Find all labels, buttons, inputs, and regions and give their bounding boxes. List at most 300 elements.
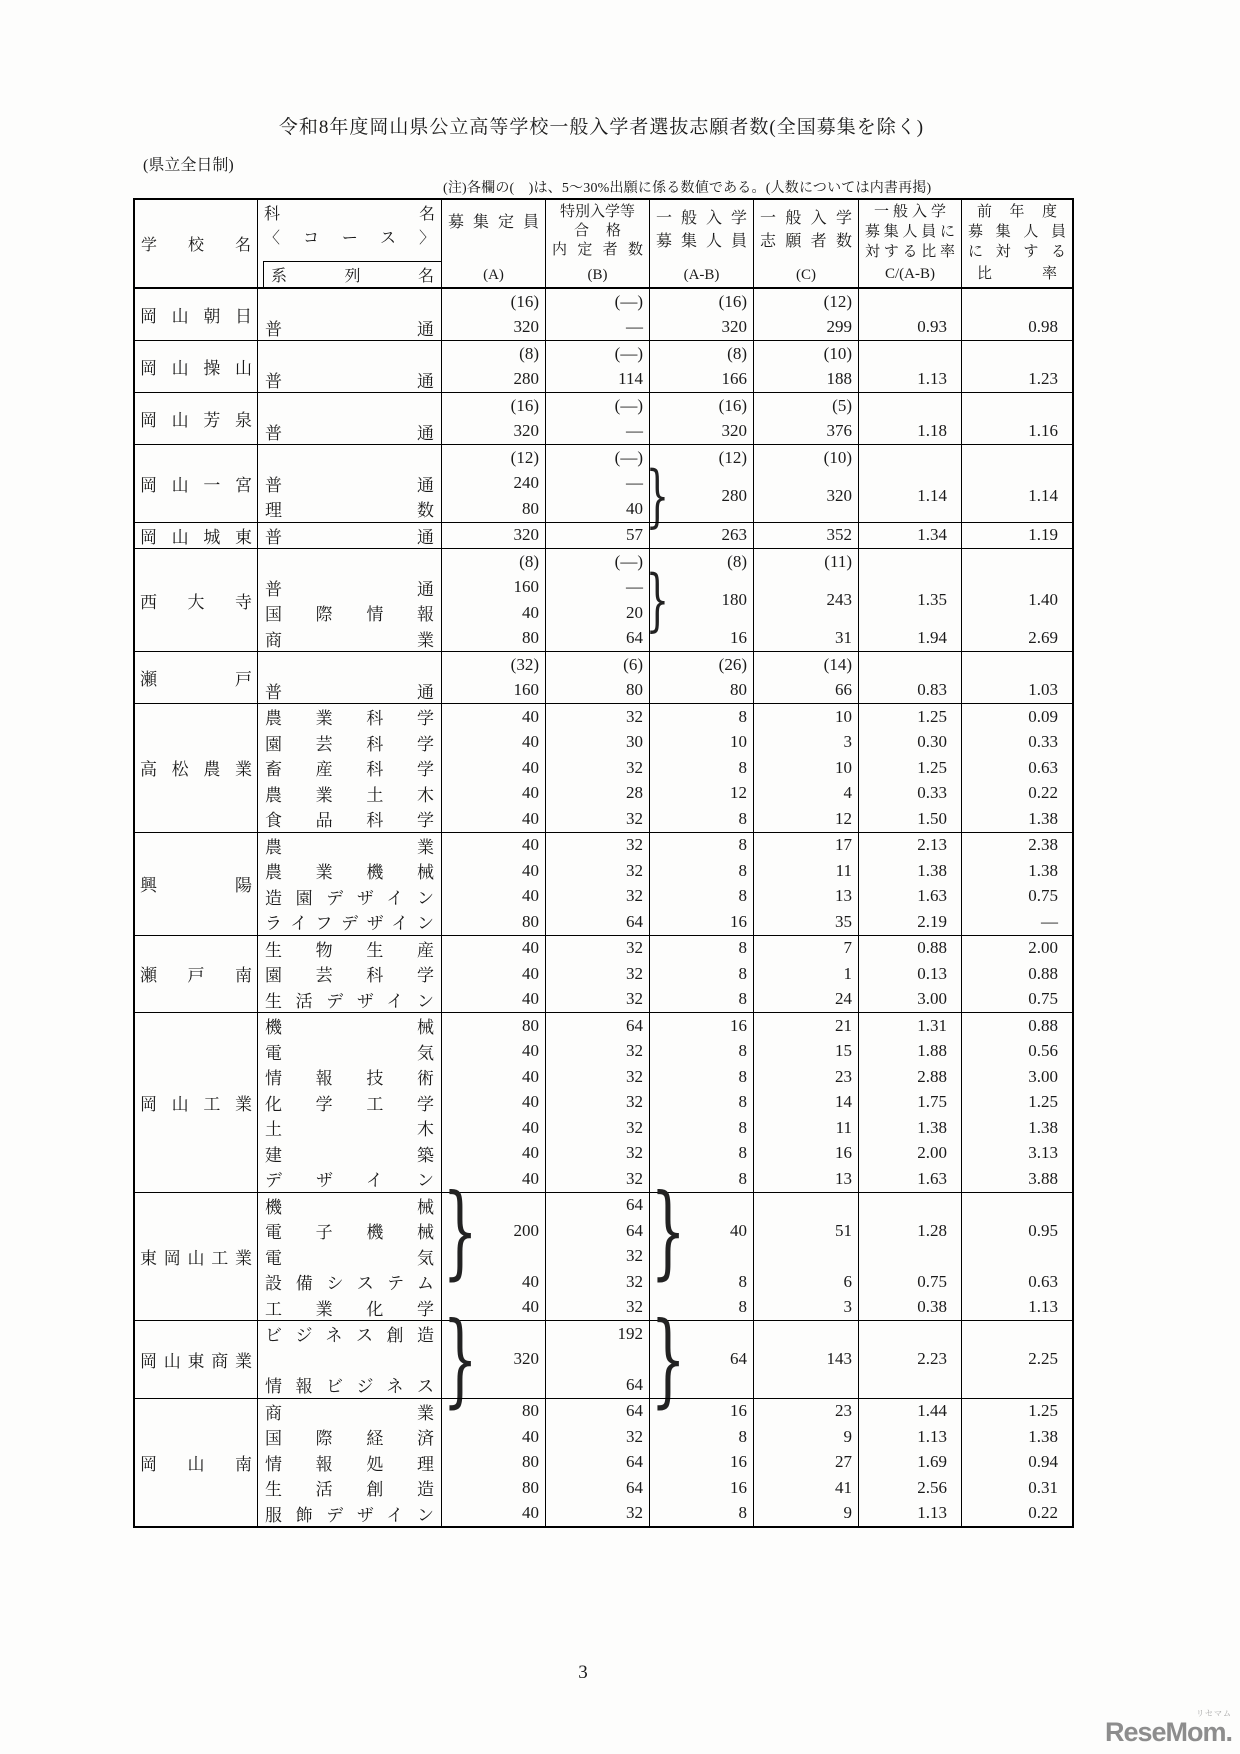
cell-text: 1.38	[1028, 1117, 1058, 1137]
c-cell	[754, 575, 858, 626]
b-cell	[546, 1399, 649, 1425]
cell-text: 普通	[265, 579, 434, 599]
col-c	[754, 1321, 859, 1398]
cell-text: 40	[522, 1041, 539, 1061]
cell-text: 40	[522, 706, 539, 726]
c-cell	[754, 1450, 858, 1476]
b-cell	[546, 600, 649, 626]
col-b	[546, 1193, 650, 1321]
cell-text: 園芸科学	[265, 734, 434, 754]
b-cell	[546, 652, 649, 678]
cell-text: 2.25	[1028, 1349, 1058, 1369]
cell-text: 1.38	[1028, 1426, 1058, 1446]
header-prev-line2: 募集人員	[968, 224, 1066, 240]
cell-text: 1.16	[1028, 421, 1058, 441]
col-ratio	[859, 549, 962, 651]
table-note: (注)各欄の( )は、5〜30%出願に係る数値である。(人数については内書再掲)	[443, 181, 932, 196]
school-block	[135, 703, 1072, 832]
col-c	[754, 549, 859, 651]
b-cell	[546, 1218, 649, 1244]
cell-text: 80	[522, 628, 539, 648]
col-c	[754, 833, 859, 935]
c-cell	[754, 858, 858, 884]
c-cell	[754, 1115, 858, 1141]
cell-text: 40	[522, 1066, 539, 1086]
col-a	[442, 549, 546, 651]
header-special-line3: 内定者数	[552, 242, 643, 258]
cell-text: 8	[738, 1168, 747, 1188]
cell-text: —	[626, 473, 643, 493]
cell-text: 工業化学	[265, 1299, 434, 1319]
cell-text: 41	[835, 1477, 852, 1497]
a-cell: 200 }	[442, 1171, 539, 1290]
cell-text: (12)	[718, 447, 747, 467]
header-recruit-line1: 一般入学	[656, 210, 747, 227]
c-cell	[754, 1141, 858, 1167]
b-cell	[546, 755, 649, 781]
b-cell	[546, 523, 649, 549]
ab-cell	[650, 1039, 753, 1065]
cell-text: (26)	[718, 654, 747, 674]
cell-text: (—)	[614, 343, 643, 363]
prev-cell	[962, 575, 1072, 626]
cell-text: 0.13	[917, 963, 947, 983]
col-ratio	[859, 445, 962, 522]
cell-text: 21	[835, 1015, 852, 1035]
b-cell	[546, 1141, 649, 1167]
prev-cell	[962, 987, 1072, 1013]
cell-text: (12)	[510, 447, 539, 467]
ratio-cell	[859, 419, 961, 445]
a-cell	[442, 781, 545, 807]
cell-text: 66	[835, 680, 852, 700]
ratio-cell	[859, 755, 961, 781]
cell-text: 188	[826, 369, 852, 389]
table-header	[135, 200, 1072, 289]
ab-cell	[650, 884, 753, 910]
prev-cell	[962, 1295, 1072, 1321]
prev-cell	[962, 367, 1072, 393]
a-cell	[442, 1039, 545, 1065]
cell-text: 1.44	[917, 1401, 947, 1421]
cell-text: 8	[738, 1066, 747, 1086]
col-c	[754, 1399, 859, 1527]
b-cell	[546, 678, 649, 704]
b-cell	[546, 626, 649, 652]
ratio-cell	[859, 1399, 961, 1425]
header-capacity-label: 募集定員	[448, 214, 539, 231]
ratio-cell	[859, 858, 961, 884]
cell-text: 8	[738, 1092, 747, 1112]
col-prev	[962, 936, 1072, 1013]
cell-text: 16	[730, 1015, 747, 1035]
cell-text: 8	[738, 1503, 747, 1523]
b-cell	[546, 419, 649, 445]
cell-text: 機械	[265, 1197, 434, 1217]
a-cell	[442, 1064, 545, 1090]
a-cell	[442, 393, 545, 419]
cell-text: 0.95	[1028, 1220, 1058, 1240]
dept-cell	[258, 1166, 441, 1192]
ab-cell	[650, 1141, 753, 1167]
b-cell	[546, 549, 649, 575]
cell-text: 6	[843, 1271, 852, 1291]
school-name	[140, 341, 252, 392]
cell-text: (—)	[614, 395, 643, 415]
b-cell	[546, 1166, 649, 1192]
header-recruit-line2: 募集人員	[656, 233, 747, 250]
cell-text: 3.13	[1028, 1143, 1058, 1163]
c-cell	[754, 1064, 858, 1090]
cell-text: 31	[835, 628, 852, 648]
ratio-cell	[859, 1013, 961, 1039]
col-ratio	[859, 1321, 962, 1398]
prev-cell	[962, 315, 1072, 341]
header-special-sub: (B)	[587, 267, 608, 283]
cell-text: 16	[730, 1477, 747, 1497]
cell-text: 0.75	[917, 1271, 947, 1291]
prev-cell	[962, 1064, 1072, 1090]
ab-cell	[650, 730, 753, 756]
col-prev	[962, 652, 1072, 703]
col-ratio	[859, 936, 962, 1013]
dept-cell	[258, 909, 441, 935]
cell-text: 2.00	[1028, 938, 1058, 958]
cell-text: (32)	[510, 654, 539, 674]
ab-cell	[650, 1424, 753, 1450]
b-cell	[546, 445, 649, 471]
cell-text: 造園デザイン	[265, 888, 434, 908]
cell-text: 12	[730, 783, 747, 803]
ratio-cell	[859, 471, 961, 522]
prev-cell	[962, 961, 1072, 987]
cell-text: 320	[513, 317, 539, 337]
cell-text: (11)	[824, 551, 852, 571]
col-prev	[962, 1321, 1072, 1398]
col-ratio	[859, 1013, 962, 1192]
cell-text: 16	[730, 1401, 747, 1421]
c-cell	[754, 523, 858, 549]
cell-text: 2.69	[1028, 628, 1058, 648]
dept-cell	[258, 884, 441, 910]
cell-text: 64	[626, 1452, 643, 1472]
col-c	[754, 1193, 859, 1321]
school-block	[135, 832, 1072, 935]
school-name	[140, 1193, 252, 1321]
ab-cell	[650, 652, 753, 678]
dept-cell	[258, 678, 441, 704]
col-prev	[962, 549, 1072, 651]
cell-text: 64	[626, 1220, 643, 1240]
a-cell	[442, 1399, 545, 1425]
cell-text: 0.33	[1028, 732, 1058, 752]
cell-text: 243	[826, 590, 852, 609]
ab-cell	[650, 341, 753, 367]
cell-text: 40	[522, 860, 539, 880]
cell-text: 40	[522, 1168, 539, 1188]
cell-text: 240	[513, 473, 539, 493]
cell-text: 普通	[265, 475, 434, 495]
cell-text: 13	[835, 886, 852, 906]
col-c	[754, 936, 859, 1013]
cell-text: 32	[626, 1066, 643, 1086]
a-cell	[442, 523, 545, 549]
header-series-box	[263, 261, 441, 287]
col-ratio	[859, 393, 962, 444]
cell-text: 80	[730, 680, 747, 700]
cell-text: 1.19	[1028, 525, 1058, 545]
cell-text: 普通	[265, 527, 434, 547]
header-ratio-line3: 対する比率	[865, 244, 955, 260]
prev-cell	[962, 858, 1072, 884]
header-special-line2: 合格	[574, 223, 621, 239]
cell-text: 0.09	[1028, 706, 1058, 726]
cell-text: (—)	[614, 551, 643, 571]
a-cell	[442, 652, 545, 678]
c-cell	[754, 1090, 858, 1116]
prev-cell	[962, 1424, 1072, 1450]
col-b	[546, 523, 650, 549]
ab-cell	[650, 1399, 753, 1425]
cell-text: 8	[738, 886, 747, 906]
cell-text: (—)	[614, 447, 643, 467]
dept-cell	[258, 1141, 441, 1167]
prev-cell	[962, 1475, 1072, 1501]
cell-text: 80	[522, 911, 539, 931]
col-dept	[258, 936, 442, 1013]
cell-text: 64	[626, 1477, 643, 1497]
school-block	[135, 651, 1072, 703]
ratio-cell	[859, 575, 961, 626]
ab-cell	[650, 755, 753, 781]
cell-text: 160	[513, 577, 539, 597]
b-cell	[546, 1424, 649, 1450]
col-a	[442, 393, 546, 444]
col-a	[442, 704, 546, 832]
a-cell	[442, 1141, 545, 1167]
school-block	[135, 1012, 1072, 1192]
cell-text: 生活デザイン	[265, 991, 434, 1011]
cell-text: 1.13	[1028, 1297, 1058, 1317]
col-c	[754, 1013, 859, 1192]
resemom-logo	[1105, 1710, 1232, 1746]
school-name-text: 岡山芳泉	[140, 411, 252, 430]
c-cell	[754, 884, 858, 910]
a-cell	[442, 1475, 545, 1501]
header-ratio	[859, 200, 962, 287]
c-cell	[754, 1424, 858, 1450]
b-cell	[546, 1501, 649, 1527]
col-ratio	[859, 341, 962, 392]
school-name-text: 西大寺	[140, 592, 252, 612]
b-cell	[546, 704, 649, 730]
col-b	[546, 289, 650, 340]
ratio-cell	[859, 1450, 961, 1476]
ratio-cell	[859, 1424, 961, 1450]
prev-cell	[962, 1193, 1072, 1270]
header-ratio-line4: C/(A-B)	[885, 266, 935, 282]
cell-text: —	[626, 317, 643, 337]
col-a	[442, 341, 546, 392]
cell-text: 23	[835, 1066, 852, 1086]
cell-text: 2.23	[917, 1349, 947, 1369]
cell-text: 64	[626, 911, 643, 931]
cell-text: 0.88	[917, 938, 947, 958]
b-cell	[546, 1013, 649, 1039]
cell-text: 16	[835, 1143, 852, 1163]
cell-text: (8)	[519, 343, 539, 363]
b-cell	[546, 1064, 649, 1090]
col-dept	[258, 341, 442, 392]
header-recruit-sub: (A-B)	[683, 267, 720, 283]
ratio-cell	[859, 1295, 961, 1321]
col-school	[135, 833, 258, 935]
cell-text: 64	[626, 1015, 643, 1035]
header-applicants	[754, 200, 859, 287]
a-cell	[442, 1090, 545, 1116]
b-cell	[546, 858, 649, 884]
cell-text: 32	[626, 963, 643, 983]
c-cell	[754, 806, 858, 832]
school-block	[135, 392, 1072, 444]
ab-cell	[650, 1475, 753, 1501]
cell-text: 0.30	[917, 732, 947, 752]
a-cell	[442, 806, 545, 832]
cell-text: (10)	[823, 447, 852, 467]
ratio-cell	[859, 806, 961, 832]
cell-text: 服飾デザイン	[265, 1505, 434, 1525]
cell-text: 1.94	[917, 628, 947, 648]
prev-cell	[962, 806, 1072, 832]
cell-text: 0.83	[917, 680, 947, 700]
page-number: 3	[578, 1662, 588, 1683]
col-school	[135, 1013, 258, 1192]
cell-text: 生物生産	[265, 940, 434, 960]
cell-text: 8	[738, 1271, 747, 1291]
school-name-text: 岡山南	[140, 1454, 252, 1474]
a-cell	[442, 858, 545, 884]
ab-cell	[650, 936, 753, 962]
a-cell	[442, 1115, 545, 1141]
a-cell	[442, 1013, 545, 1039]
a-cell	[442, 961, 545, 987]
cell-text: 0.75	[1028, 989, 1058, 1009]
prev-cell	[962, 523, 1072, 549]
col-b	[546, 1321, 650, 1398]
cell-text: 40	[626, 498, 643, 518]
cell-text: 40	[522, 938, 539, 958]
cell-text: 160	[513, 680, 539, 700]
cell-text: 1.13	[917, 1503, 947, 1523]
school-name-text: 瀬戸	[140, 670, 252, 689]
cell-text: 0.88	[1028, 1015, 1058, 1035]
col-prev	[962, 1399, 1072, 1527]
c-cell	[754, 445, 858, 471]
a-cell	[442, 549, 545, 575]
ab-cell	[650, 1115, 753, 1141]
cell-text: 1.88	[917, 1041, 947, 1061]
cell-text: 1.35	[917, 590, 947, 609]
cell-text: 8	[738, 1297, 747, 1317]
cell-text: 11	[835, 860, 852, 880]
cell-text: (—)	[614, 291, 643, 311]
dept-cell	[258, 419, 441, 445]
cell-text: 40	[522, 1092, 539, 1112]
cell-text: —	[626, 577, 643, 597]
dept-cell	[258, 1218, 441, 1244]
cell-text: 1.38	[917, 860, 947, 880]
cell-text: 40	[522, 783, 539, 803]
col-dept	[258, 833, 442, 935]
ratio-cell	[859, 936, 961, 962]
cell-text: 普通	[265, 423, 434, 443]
cell-text: 9	[843, 1503, 852, 1523]
header-prev-line3: に対する	[968, 244, 1066, 260]
cell-text: 0.56	[1028, 1041, 1058, 1061]
b-cell	[546, 936, 649, 962]
c-cell	[754, 1013, 858, 1039]
cell-text: 8	[738, 835, 747, 855]
header-capacity-sub: (A)	[483, 267, 504, 283]
ab-cell	[650, 781, 753, 807]
b-cell	[546, 1321, 649, 1347]
cell-text: 7	[843, 938, 852, 958]
school-name-text: 高松農業	[140, 760, 252, 780]
a-cell	[442, 289, 545, 315]
cell-text: (6)	[623, 654, 643, 674]
cell-text: 理数	[265, 501, 434, 521]
ratio-cell	[859, 704, 961, 730]
cell-text: 40	[522, 1143, 539, 1163]
col-ab	[650, 652, 754, 703]
a-cell	[442, 575, 545, 601]
col-c	[754, 704, 859, 832]
cell-text: 32	[626, 1426, 643, 1446]
cell-text: 0.22	[1028, 783, 1058, 803]
cell-text: 食品科学	[265, 811, 434, 831]
c-cell	[754, 1501, 858, 1527]
b-cell	[546, 471, 649, 497]
cell-text: 20	[626, 602, 643, 622]
ratio-cell	[859, 961, 961, 987]
cell-text: 320	[513, 525, 539, 545]
cell-text: 建築	[265, 1145, 434, 1165]
ab-cell: 40 }	[650, 1171, 747, 1290]
ab-cell	[650, 393, 753, 419]
school-block	[135, 935, 1072, 1013]
cell-text: 64	[626, 1374, 643, 1394]
col-ratio	[859, 1399, 962, 1527]
ab-cell	[650, 961, 753, 987]
col-ab	[645, 549, 754, 651]
col-ratio	[859, 833, 962, 935]
cell-text: 10	[835, 706, 852, 726]
ab-cell: 180 }	[645, 561, 747, 639]
a-cell	[442, 445, 545, 471]
b-cell	[546, 1244, 649, 1270]
c-cell	[754, 961, 858, 987]
b-cell	[546, 884, 649, 910]
cell-text: 3.88	[1028, 1168, 1058, 1188]
cell-text: 情報技術	[265, 1069, 434, 1089]
cell-text: 電気	[265, 1248, 434, 1268]
cell-text: 0.93	[917, 317, 947, 337]
col-dept	[258, 1193, 442, 1321]
ratio-cell	[859, 1193, 961, 1270]
cell-text: 16	[730, 911, 747, 931]
page-title: 令和8年度岡山県公立高等学校一般入学者選抜志願者数(全国募集を除く)	[278, 117, 925, 138]
dept-cell	[258, 1269, 441, 1295]
